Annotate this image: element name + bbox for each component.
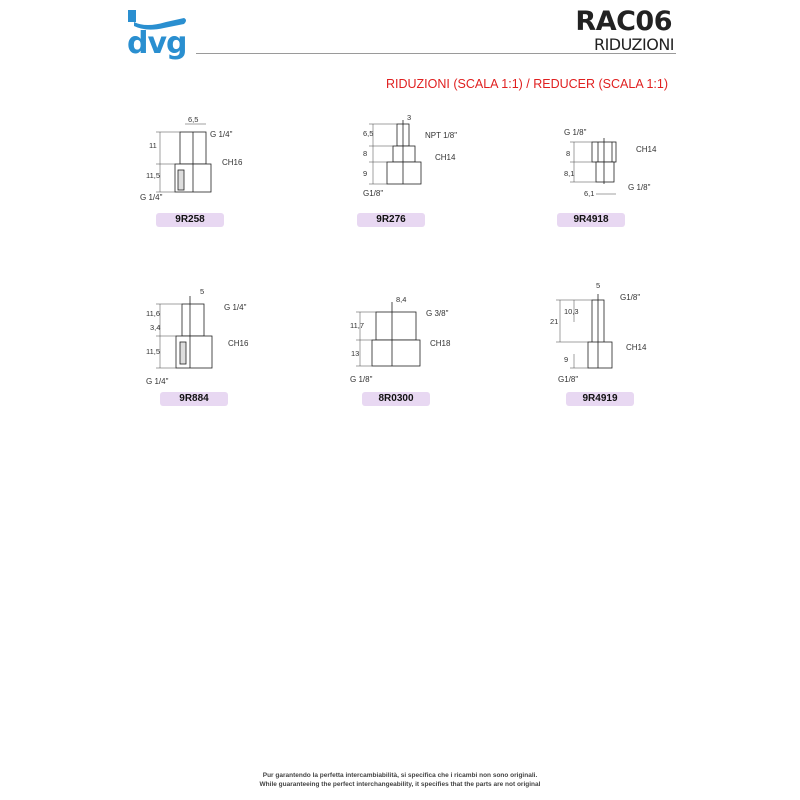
- dim-mid: 8: [363, 149, 368, 158]
- dim-diameter: 6,1: [584, 189, 595, 198]
- dim-diameter: 8,4: [396, 295, 407, 304]
- wrench-label: CH16: [228, 339, 249, 348]
- part-code-badge: 9R258: [156, 213, 224, 227]
- thread-top-label: G 3/8": [426, 309, 449, 318]
- thread-bottom-label: G 1/4": [146, 377, 169, 386]
- dim-diameter: 6,5: [188, 115, 199, 124]
- dim-top: 6,5: [363, 129, 374, 138]
- wrench-label: CH14: [435, 153, 456, 162]
- dim-bottom: 11,5: [146, 347, 161, 356]
- dim-bottom: 8,1: [564, 169, 575, 178]
- part-code-badge: 9R4918: [557, 213, 625, 227]
- part-9R4918: [560, 110, 700, 240]
- dim-bottom: 13: [351, 349, 360, 358]
- section-title: RIDUZIONI (SCALA 1:1) / REDUCER (SCALA 1:1): [385, 77, 668, 91]
- wrench-label: CH18: [430, 339, 451, 348]
- footer-disclaimer-en: While guaranteeing the perfect interchangeability, it specifies that the parts are not original: [259, 781, 541, 788]
- part-drawing: [550, 280, 690, 384]
- part-9R276: [355, 110, 495, 240]
- part-drawing: [140, 110, 280, 210]
- dim-bottom: 9: [564, 355, 569, 364]
- wrench-label: CH16: [222, 158, 243, 167]
- dim-mid: 10,3: [564, 307, 579, 316]
- dim-mid: 3,4: [150, 323, 161, 332]
- thread-bottom-label: G 1/8": [628, 183, 651, 192]
- catalog-subtitle: RIDUZIONI: [593, 35, 674, 54]
- thread-top-label: G 1/8": [564, 128, 587, 137]
- part-9R4919: [550, 280, 690, 410]
- part-code-badge: 9R4919: [566, 392, 634, 406]
- part-code-badge: 9R884: [160, 392, 228, 406]
- thread-top-label: G 1/4": [210, 130, 233, 139]
- part-code-badge: 9R276: [357, 213, 425, 227]
- brand-logo: dvg: [127, 26, 187, 61]
- thread-top-label: NPT 1/8": [425, 131, 458, 140]
- part-drawing: [140, 280, 280, 384]
- dim-top: 11,6: [146, 309, 161, 318]
- thread-bottom-label: G1/8": [558, 375, 579, 384]
- dim-bottom: 11,5: [146, 171, 161, 180]
- thread-bottom-label: G 1/4": [140, 193, 163, 202]
- part-9R258: [140, 110, 280, 240]
- dim-diameter: 5: [596, 281, 601, 290]
- dim-top: 8: [566, 149, 571, 158]
- part-drawing: [350, 280, 490, 384]
- thread-bottom-label: G 1/8": [350, 375, 373, 384]
- thread-bottom-label: G1/8": [363, 189, 384, 198]
- part-9R884: [140, 280, 280, 410]
- thread-top-label: G 1/4": [224, 303, 247, 312]
- dim-top: 21: [550, 317, 559, 326]
- wrench-label: CH14: [626, 343, 647, 352]
- dim-top: 11: [149, 141, 157, 150]
- dim-bottom: 9: [363, 169, 368, 178]
- part-8R0300: [350, 280, 490, 410]
- part-drawing: [560, 110, 700, 210]
- dim-diameter: 3: [407, 113, 412, 122]
- part-drawing: [355, 110, 495, 210]
- catalog-code: RAC06: [575, 6, 672, 37]
- wrench-label: CH14: [636, 145, 657, 154]
- dim-top: 11,7: [350, 321, 365, 330]
- thread-top-label: G1/8": [620, 293, 641, 302]
- footer-disclaimer-it: Pur garantendo la perfetta intercambiabilità, si specifica che i ricambi non sono originali.: [262, 772, 538, 779]
- part-code-badge: 8R0300: [362, 392, 430, 406]
- dim-diameter: 5: [200, 287, 205, 296]
